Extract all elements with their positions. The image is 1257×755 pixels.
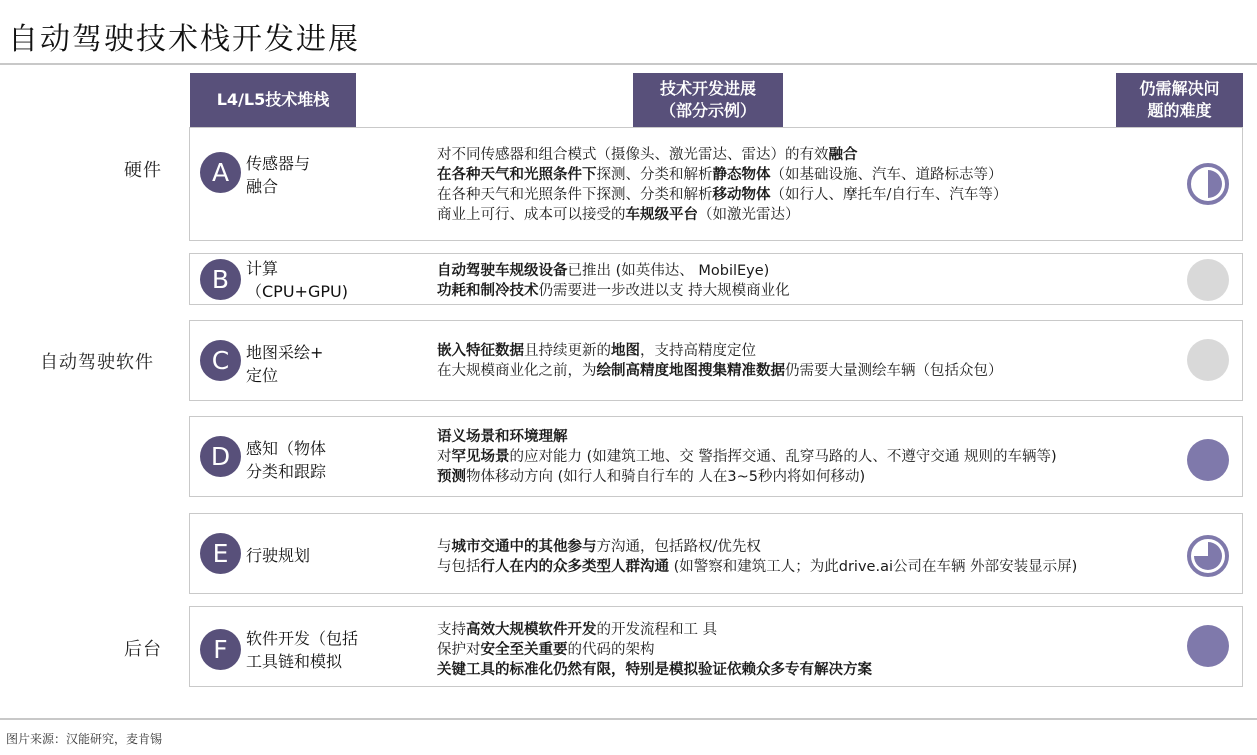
row-letter-badge: F bbox=[200, 629, 241, 670]
detail-text: （如行人、摩托车/自行车、汽车等） bbox=[770, 187, 1008, 203]
detail-line bbox=[437, 205, 1007, 225]
detail-emphasis: 自动驾驶车规级设备 bbox=[437, 263, 568, 279]
row-label: 行驶规划 bbox=[246, 546, 311, 565]
detail-text: 仍需要大量测绘车辆（包括众包） bbox=[785, 363, 1003, 379]
title-divider bbox=[0, 63, 1257, 65]
difficulty-indicator-icon bbox=[1185, 533, 1231, 579]
difficulty-full-disc bbox=[1187, 625, 1229, 667]
row-letter-badge: C bbox=[200, 340, 241, 381]
detail-emphasis: 静态物体 bbox=[712, 167, 771, 183]
detail-emphasis: 城市交通中的其他参与 bbox=[451, 539, 597, 555]
source-note: 图片来源：汉能研究，麦肯锡 bbox=[6, 732, 163, 746]
row-label: 计算 （CPU+GPU) bbox=[246, 259, 348, 301]
difficulty-full-disc bbox=[1187, 439, 1229, 481]
stack-row-a bbox=[189, 127, 1243, 241]
detail-line bbox=[437, 447, 1057, 467]
detail-text: （如基础设施、汽车、道路标志等） bbox=[770, 167, 1003, 183]
detail-text: (如警察和建筑工人；为此drive.ai公司在车辆 外部安装显示屏) bbox=[669, 559, 1078, 575]
detail-emphasis: 融合 bbox=[828, 147, 858, 163]
detail-text: 对不同传感器和组合模式（摄像头、激光雷达、雷达）的有效 bbox=[437, 147, 829, 163]
row-letter-badge: B bbox=[200, 259, 241, 300]
row-label: 感知（物体 分类和跟踪 bbox=[246, 439, 327, 481]
stack-row-f bbox=[189, 606, 1243, 687]
detail-text: 探测、分类和解析 bbox=[596, 167, 713, 183]
detail-text: 对 bbox=[437, 449, 452, 465]
row-details bbox=[437, 620, 872, 680]
detail-emphasis: 安全至关重要 bbox=[480, 642, 568, 658]
detail-line bbox=[437, 281, 790, 301]
stack-row-b bbox=[189, 253, 1243, 305]
difficulty-empty-disc bbox=[1187, 259, 1229, 301]
detail-text: 物体移动方向 bbox=[466, 469, 558, 485]
detail-emphasis: 嵌入特征数据 bbox=[437, 343, 524, 359]
row-label: 软件开发（包括 工具链和模拟 bbox=[246, 629, 359, 671]
category-backend: 后台 bbox=[124, 639, 162, 660]
detail-emphasis: 移动物体 bbox=[712, 187, 771, 203]
detail-text: 的应对能力 bbox=[509, 449, 587, 465]
detail-line bbox=[437, 341, 1003, 361]
detail-text: 与包括 bbox=[437, 559, 481, 575]
difficulty-empty-disc bbox=[1187, 339, 1229, 381]
detail-emphasis: 行人在内的众多类型人群沟通 bbox=[480, 559, 669, 575]
column-header-progress: 技术开发进展 （部分示例） bbox=[633, 73, 783, 127]
detail-emphasis: 罕见场景 bbox=[451, 449, 510, 465]
page-title: 自动驾驶技术栈开发进展 bbox=[8, 22, 360, 57]
detail-text: 保护对 bbox=[437, 642, 481, 658]
detail-emphasis: 高效大规模软件开发 bbox=[466, 622, 597, 638]
detail-text: 支持 bbox=[437, 622, 466, 638]
detail-text: 在大规模商业化之前，为 bbox=[437, 363, 597, 379]
detail-emphasis: 关键工具的标准化仍然有限，特别是模拟验证依赖众多专有解决方案 bbox=[437, 662, 872, 678]
detail-text: 已推出 bbox=[567, 263, 616, 279]
row-label: 传感器与 融合 bbox=[246, 154, 311, 196]
column-header-stack: L4/L5技术堆栈 bbox=[190, 73, 356, 127]
detail-line bbox=[437, 557, 1077, 577]
detail-line bbox=[437, 640, 872, 660]
detail-emphasis: 预测 bbox=[437, 469, 466, 485]
difficulty-indicator-icon bbox=[1185, 437, 1231, 483]
detail-text: ，支持高精度定位 bbox=[640, 343, 756, 359]
detail-line bbox=[437, 185, 1007, 205]
footer-divider bbox=[0, 718, 1257, 720]
detail-text: （如激光雷达） bbox=[698, 207, 800, 223]
detail-text: 的代码的架构 bbox=[567, 642, 655, 658]
detail-text: (如英伟达、 MobilEye) bbox=[615, 263, 770, 279]
detail-line bbox=[437, 537, 1077, 557]
detail-emphasis: 车规级平台 bbox=[625, 207, 698, 223]
detail-line bbox=[437, 467, 1057, 487]
stack-row-e bbox=[189, 513, 1243, 594]
detail-line bbox=[437, 620, 872, 640]
detail-text: 的开发流程和工 具 bbox=[596, 622, 718, 638]
difficulty-indicator-icon bbox=[1185, 161, 1231, 207]
row-details bbox=[437, 537, 1077, 577]
detail-text: 仍需要进一步改进以支 持大规模商业化 bbox=[538, 283, 790, 299]
difficulty-indicator-icon bbox=[1185, 623, 1231, 669]
detail-line bbox=[437, 165, 1007, 185]
detail-text: (如行人和骑自行车的 人在3~5秒内将如何移动) bbox=[557, 469, 866, 485]
row-label: 地图采绘+ 定位 bbox=[246, 343, 324, 385]
row-details bbox=[437, 427, 1057, 487]
detail-text: 商业上可行、成本可以接受的 bbox=[437, 207, 626, 223]
difficulty-indicator-icon bbox=[1185, 337, 1231, 383]
row-letter-badge: E bbox=[200, 533, 241, 574]
detail-line bbox=[437, 145, 1007, 165]
detail-text: 且持续更新的 bbox=[524, 343, 611, 359]
category-hardware: 硬件 bbox=[124, 160, 162, 181]
difficulty-indicator-icon bbox=[1185, 257, 1231, 303]
detail-emphasis: 在各种天气和光照条件下 bbox=[437, 167, 597, 183]
row-letter-badge: D bbox=[200, 436, 241, 477]
stack-row-c bbox=[189, 320, 1243, 401]
column-header-difficulty: 仍需解决问 题的难度 bbox=[1116, 73, 1243, 127]
detail-text: 方沟通，包括路权/优先权 bbox=[596, 539, 761, 555]
row-letter-badge: A bbox=[200, 152, 241, 193]
detail-text: 在各种天气和光照条件下探测、分类和解析 bbox=[437, 187, 713, 203]
detail-text: 与 bbox=[437, 539, 452, 555]
detail-line bbox=[437, 261, 790, 281]
detail-line bbox=[437, 427, 1057, 447]
category-software: 自动驾驶软件 bbox=[40, 352, 154, 373]
detail-text: (如建筑工地、交 警指挥交通、乱穿马路的人、不遵守交通 规则的车辆等) bbox=[586, 449, 1057, 465]
detail-emphasis: 语义场景和环境理解 bbox=[437, 429, 568, 445]
row-details bbox=[437, 341, 1003, 381]
detail-emphasis: 地图 bbox=[611, 343, 640, 359]
row-details bbox=[437, 145, 1007, 225]
row-details bbox=[437, 261, 790, 301]
stack-row-d bbox=[189, 416, 1243, 497]
detail-line bbox=[437, 660, 872, 680]
detail-line bbox=[437, 361, 1003, 381]
detail-emphasis: 绘制高精度地图搜集精准数据 bbox=[596, 363, 785, 379]
detail-emphasis: 功耗和制冷技术 bbox=[437, 283, 539, 299]
